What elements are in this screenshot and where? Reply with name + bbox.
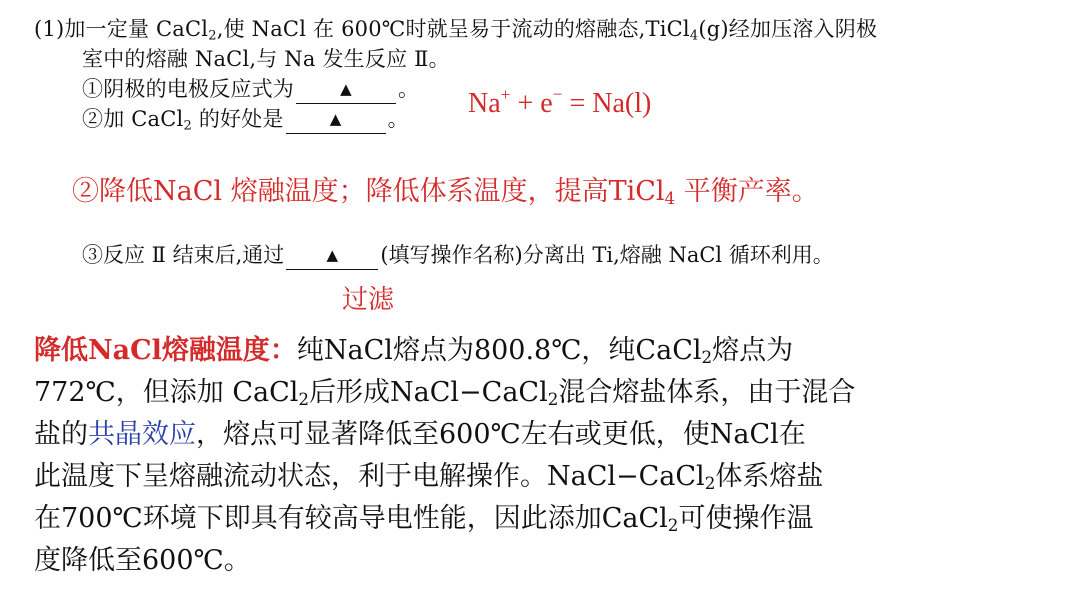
e-text: 此温度下呈熔融流动状态，利于电解操作。NaCl−CaCl [34, 461, 705, 492]
a1-sup: + [500, 84, 511, 104]
e-text: ，熔点可显著降低至600℃左右或更低，使NaCl在 [196, 419, 806, 450]
q-text: 室中的熔融 NaCl,与 Na 发生反应 Ⅱ。 [82, 47, 450, 71]
q-text: 。 [398, 77, 420, 101]
e-sub: 2 [704, 473, 716, 494]
sub-question-3 [82, 240, 834, 270]
q-text: ①阴极的电极反应式为 [82, 77, 294, 101]
explanation-heading: 降低NaCl熔融温度： [34, 335, 297, 366]
question-line-2 [34, 44, 1064, 74]
e-text: 772℃，但添加 CaCl [34, 377, 299, 408]
e-sub: 2 [298, 389, 310, 410]
answer-1 [468, 86, 651, 122]
q-text: 。 [387, 107, 409, 131]
answer-3: 过滤 [342, 285, 395, 315]
q-text: (填写操作名称)分离出 Ti,熔融 NaCl 循环利用。 [380, 243, 834, 267]
eutectic-term: 共晶效应 [88, 419, 196, 450]
explanation-line-2 [34, 372, 1054, 414]
e-text: 盐的 [34, 419, 88, 450]
q-text: ,使 NaCl 在 600℃时就呈易于流动的熔融态,TiCl [216, 17, 690, 41]
q-text: ③反应 Ⅱ 结束后,通过 [82, 243, 285, 267]
q-text: (1)加一定量 CaCl [34, 17, 209, 41]
explanation [34, 330, 1054, 582]
e-text: 纯NaCl熔点为800.8℃，纯CaCl [296, 335, 702, 366]
e-sub: 2 [701, 347, 713, 368]
explanation-line-5 [34, 498, 1054, 540]
explanation-line-4 [34, 456, 1054, 498]
q-sub: 2 [208, 28, 217, 44]
e-text: 可使操作温 [678, 503, 814, 534]
a2-sub: 4 [664, 188, 676, 209]
answer-blank [286, 107, 386, 134]
explanation-line-1 [34, 330, 1054, 372]
e-text: 后形成NaCl−CaCl [309, 377, 548, 408]
triangle-icon: ▲ [329, 110, 342, 128]
e-sub: 2 [667, 515, 679, 536]
q-text: ②加 CaCl [82, 107, 184, 131]
explanation-line-6 [34, 540, 1054, 582]
question-line-1 [34, 14, 1064, 44]
a2-text: ②降低NaCl 熔融温度；降低体系温度，提高TiCl [72, 176, 665, 207]
e-text: 混合熔盐体系，由于混合 [558, 377, 856, 408]
triangle-icon: ▲ [340, 80, 352, 98]
q-text: 的好处是 [191, 107, 284, 131]
a1-text: = Na(l) [562, 88, 652, 119]
e-sub: 2 [547, 389, 559, 410]
answer-blank [286, 243, 378, 270]
e-text: 熔点为 [712, 335, 794, 366]
q-sub: 4 [689, 28, 699, 44]
explanation-line-3 [34, 414, 1054, 456]
a1-text: + e [510, 88, 553, 119]
e-text: 体系熔盐 [715, 461, 824, 492]
answer-2 [72, 172, 819, 212]
a1-text: Na [468, 88, 501, 119]
a1-sup: − [552, 84, 563, 104]
answer-blank [296, 77, 396, 104]
a2-text: 平衡产率。 [675, 176, 819, 207]
e-text: 在700℃环境下即具有较高导电性能，因此添加CaCl [34, 503, 668, 534]
e-text: 度降低至600℃。 [34, 545, 251, 576]
triangle-icon: ▲ [326, 246, 339, 264]
q-text: (g)经加压溶入阴极 [698, 17, 878, 41]
q-sub: 2 [183, 118, 192, 134]
